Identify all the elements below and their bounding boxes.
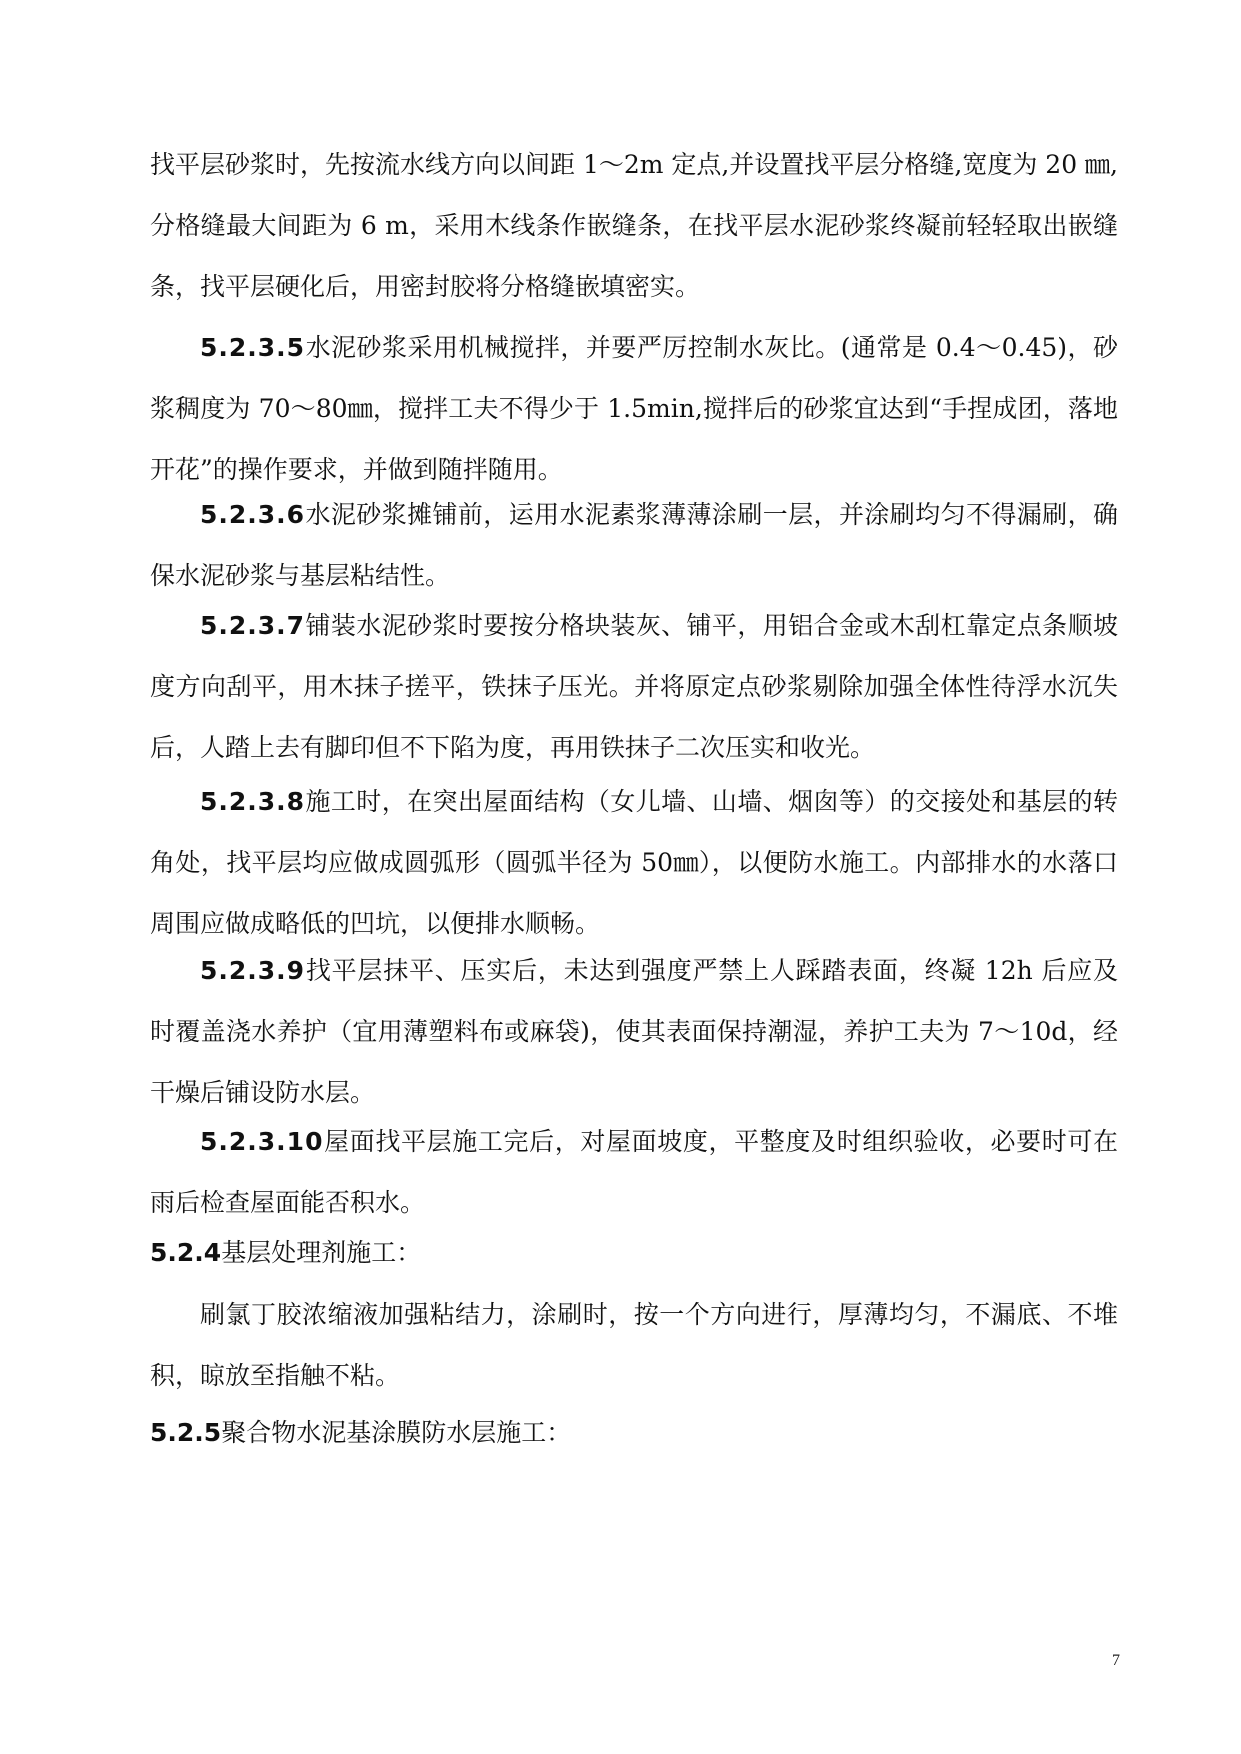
section-number: 5.2.3.9 [200,956,306,985]
section-number: 5.2.3.8 [200,787,306,816]
paragraph-text: 屋面找平层施工完后，对屋面坡度，平整度及时组织验收，必要时可在雨后检查屋面能否积水。 [150,1127,1118,1217]
paragraph-text: 找平层抹平、压实后，未达到强度严禁上人踩踏表面，终凝 12h 后应及时覆盖浇水养护（宜用薄塑料布或麻袋)，使其表面保持潮湿，养护工夫为 7～10d，经干燥后铺设防水层。 [150,956,1118,1107]
paragraph-5-2-3-5 [150,317,1118,500]
page-number: 7 [1112,1652,1120,1669]
paragraph-text: 水泥砂浆采用机械搅拌，并要严厉控制水灰比。(通常是 0.4～0.45)，砂浆稠度为 70～80㎜，搅拌工夫不得少于 1.5min,搅拌后的砂浆宜达到“手捏成团，落地开花”的操作要求，并做到随拌随用。 [150,333,1118,484]
heading-text: 基层处理剂施工： [221,1238,422,1267]
section-heading-5-2-4 [150,1222,421,1283]
paragraph-primer [150,1284,1118,1406]
paragraph-5-2-3-8 [150,771,1118,954]
section-number: 5.2.3.10 [200,1127,324,1156]
section-number: 5.2.3.6 [200,500,306,529]
heading-text: 聚合物水泥基涂膜防水层施工： [221,1418,572,1447]
paragraph-text: 刷氯丁胶浓缩液加强粘结力，涂刷时，按一个方向进行，厚薄均匀，不漏底、不堆积，晾放至指触不粘。 [150,1300,1118,1390]
section-heading-5-2-5 [150,1402,571,1463]
section-number: 5.2.5 [150,1418,222,1447]
paragraph-continuation [150,134,1118,317]
paragraph-5-2-3-10 [150,1111,1118,1233]
paragraph-text: 施工时，在突出屋面结构（女儿墙、山墙、烟囱等）的交接处和基层的转角处，找平层均应做成圆弧形（圆弧半径为 50㎜），以便防水施工。内部排水的水落口周围应做成略低的凹坑，以便排水顺畅。 [150,787,1118,938]
section-number: 5.2.4 [150,1238,222,1267]
section-number: 5.2.3.5 [200,333,306,362]
paragraph-5-2-3-7 [150,595,1118,778]
paragraph-5-2-3-9 [150,940,1118,1123]
paragraph-text: 水泥砂浆摊铺前，运用水泥素浆薄薄涂刷一层，并涂刷均匀不得漏刷，确保水泥砂浆与基层粘结性。 [150,500,1118,590]
paragraph-text: 找平层砂浆时，先按流水线方向以间距 1～2m 定点,并设置找平层分格缝,宽度为 20 ㎜,分格缝最大间距为 6 m，采用木线条作嵌缝条，在找平层水泥砂浆终凝前轻轻取出嵌缝条，找平层硬化后，用密封胶将分格缝嵌填密实。 [150,150,1118,301]
section-number: 5.2.3.7 [200,611,306,640]
paragraph-5-2-3-6 [150,484,1118,606]
paragraph-text: 铺装水泥砂浆时要按分格块装灰、铺平，用铝合金或木刮杠靠定点条顺坡度方向刮平，用木抹子搓平，铁抹子压光。并将原定点砂浆剔除加强全体性待浮水沉失后，人踏上去有脚印但不下陷为度，再用铁抹子二次压实和收光。 [150,611,1118,762]
